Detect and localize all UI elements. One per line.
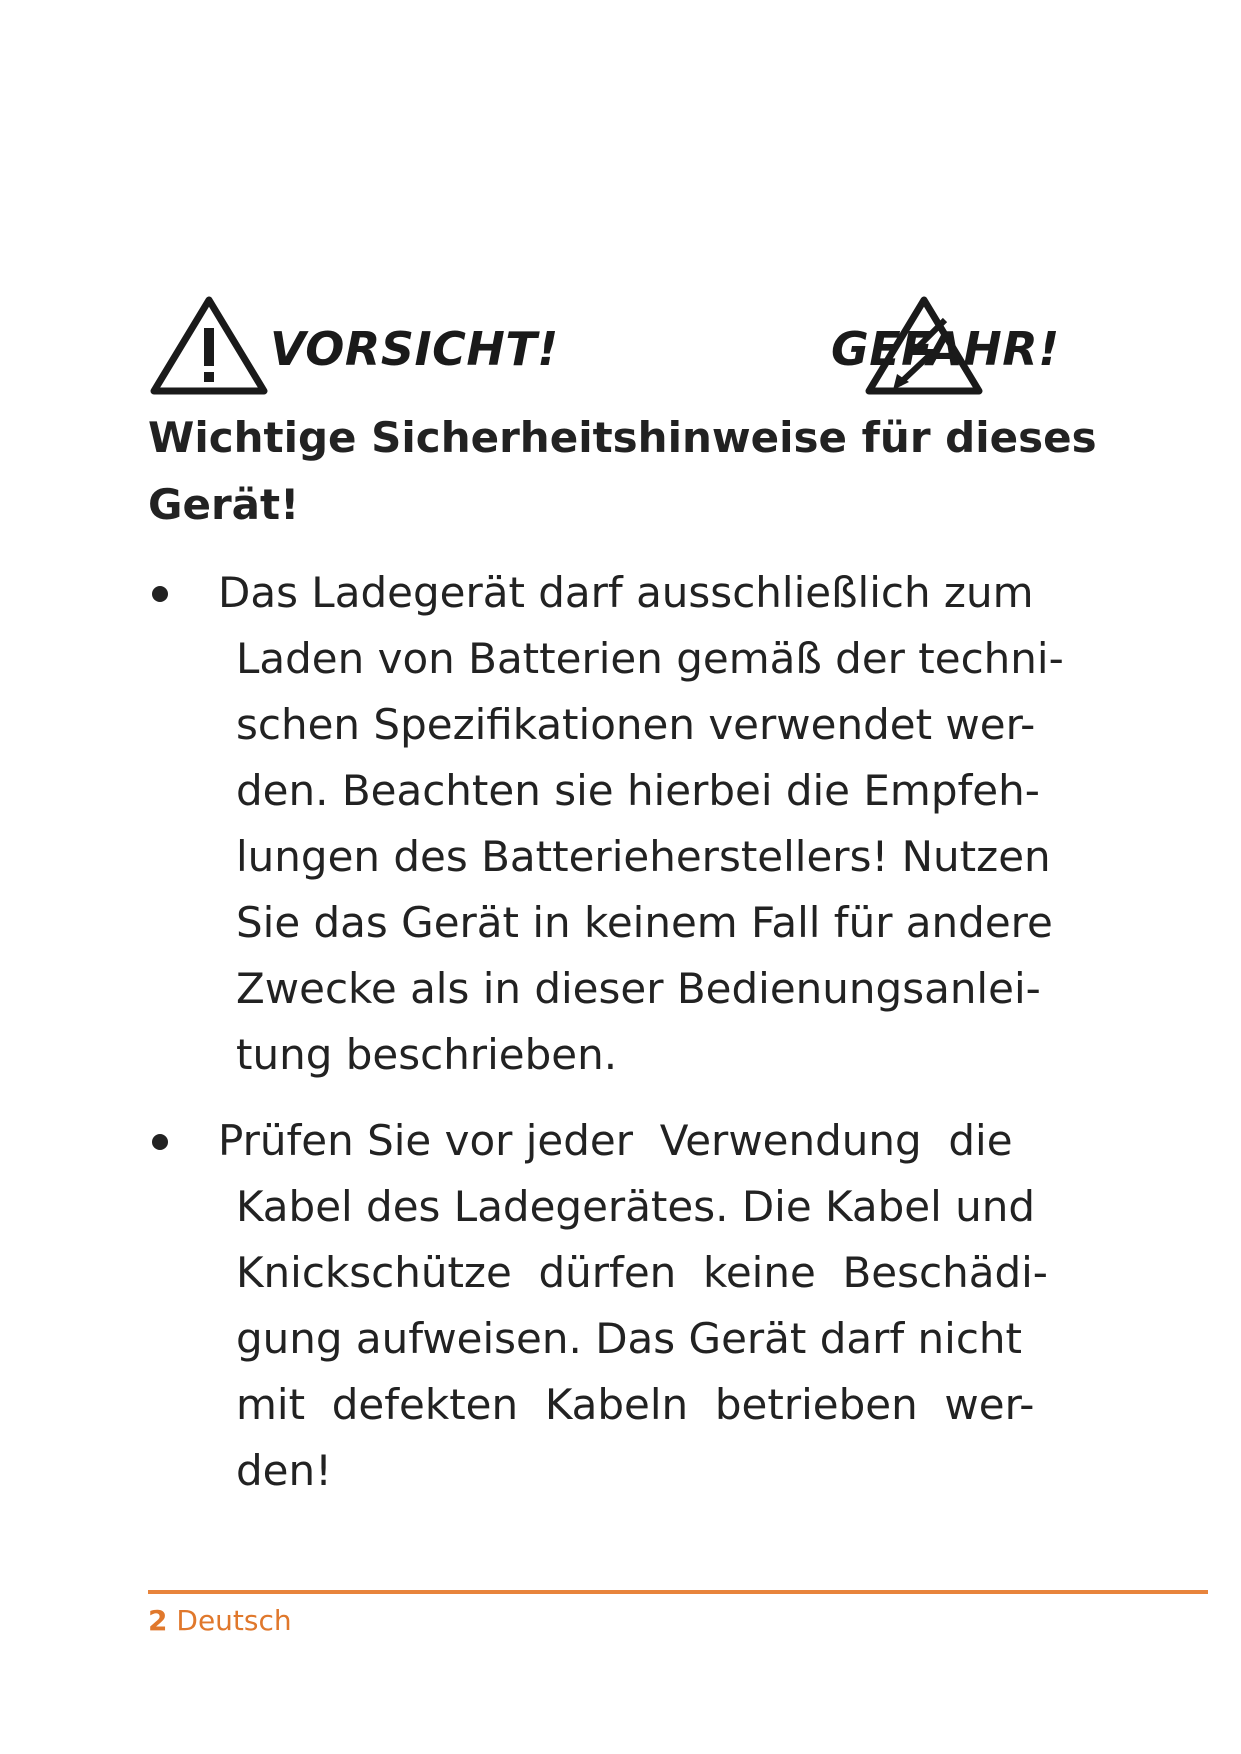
page-footer: [148, 1604, 292, 1638]
electric-shock-triangle-icon: [863, 294, 985, 397]
footer-divider: [148, 1590, 1208, 1594]
vorsicht-label: VORSICHT!: [270, 322, 559, 376]
gefahr-warning: [688, 294, 1088, 404]
bullet-text-line: Zwecke als in dieser Bedienungsanlei-: [236, 964, 1041, 1013]
bullet-dot-icon: [152, 1134, 168, 1150]
gefahr-label: GEFAHR!: [831, 322, 1060, 376]
list-item: [148, 1108, 1088, 1504]
bullet-text-line: Knickschütze dürfen keine Beschädi-: [236, 1248, 1048, 1297]
bullet-text-line: Das Ladegerät darf ausschließlich zum: [218, 568, 1034, 617]
list-item: [148, 560, 1088, 1088]
bullet-text-line: den!: [236, 1446, 332, 1495]
exclamation-triangle-icon: [148, 294, 270, 397]
vorsicht-warning: [148, 294, 708, 404]
heading-line: Gerät!: [148, 480, 300, 529]
safety-instructions-list: [148, 560, 1088, 1504]
bullet-text-line: den. Beachten sie hierbei die Empfeh-: [236, 766, 1040, 815]
heading-line: Wichtige Sicherheitshinweise für dieses: [148, 413, 1097, 462]
bullet-text-line: mit defekten Kabeln betrieben wer-: [236, 1380, 1035, 1429]
bullet-text-line: Laden von Batterien gemäß der techni-: [236, 634, 1064, 683]
bullet-text-line: schen Spezifikationen verwendet wer-: [236, 700, 1036, 749]
footer-language: Deutsch: [176, 1604, 292, 1637]
bullet-text-line: gung aufweisen. Das Gerät darf nicht: [236, 1314, 1023, 1363]
bullet-text-line: Kabel des Ladegerätes. Die Kabel und: [236, 1182, 1035, 1231]
bullet-dot-icon: [152, 586, 168, 602]
page-number: 2: [148, 1604, 168, 1637]
bullet-text-line: Prüfen Sie vor jeder Verwendung die: [218, 1116, 1013, 1165]
warning-symbols-row: [148, 294, 1098, 404]
page-heading: [148, 404, 1108, 538]
bullet-text-line: lungen des Batterieherstellers! Nutzen: [236, 832, 1051, 881]
bullet-text-line: Sie das Gerät in keinem Fall für andere: [236, 898, 1053, 947]
bullet-text-line: tung beschrieben.: [236, 1030, 618, 1079]
